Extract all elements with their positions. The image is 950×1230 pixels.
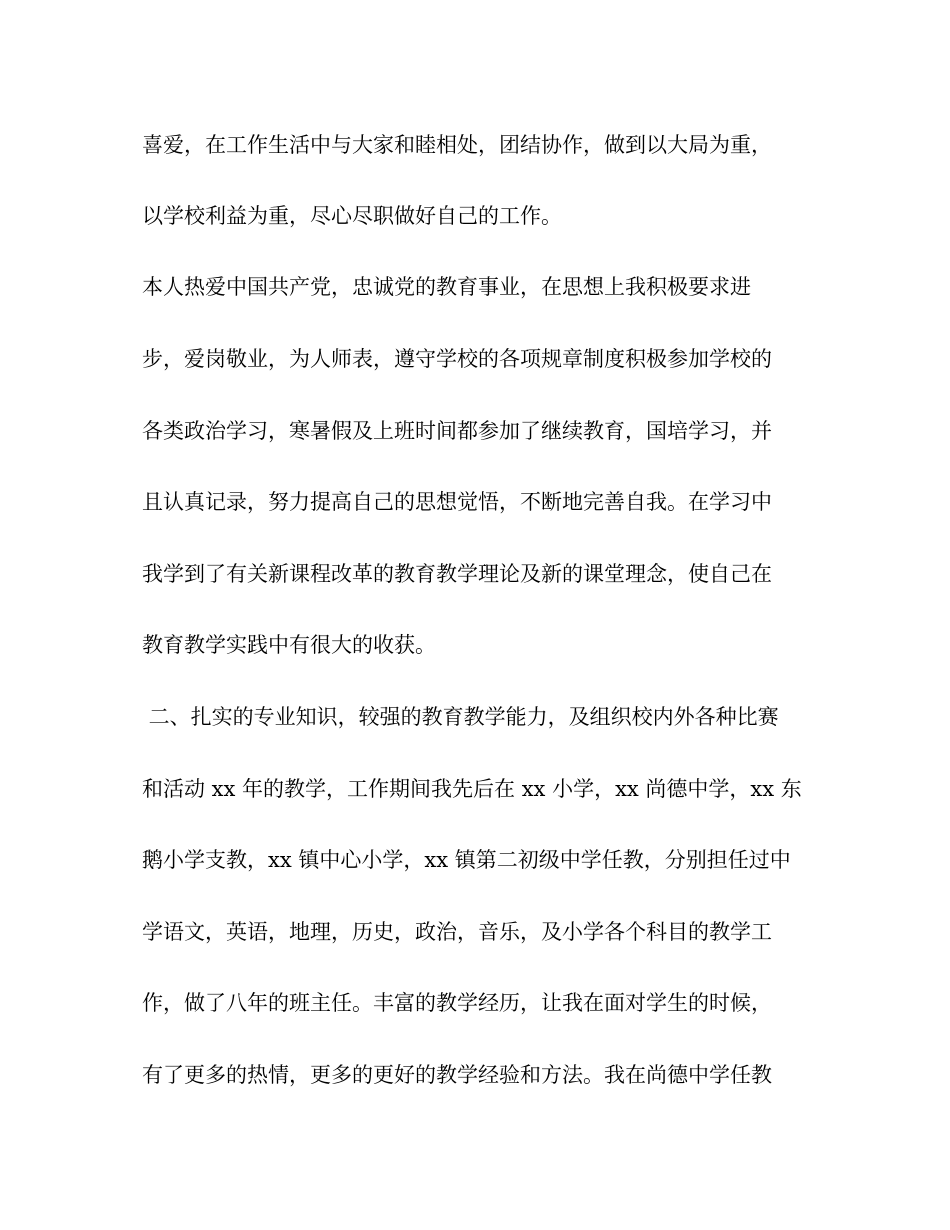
section-heading-line: 二、扎实的专业知识，较强的教育教学能力，及组织校内外各种比赛 xyxy=(142,705,779,729)
text-line: 以学校利益为重，尽心尽职做好自己的工作。 xyxy=(142,204,562,228)
text-line: 学语文，英语，地理，历史，政治，音乐，及小学各个科目的教学工 xyxy=(142,920,772,944)
text-line: 和活动 xx 年的教学，工作期间我先后在 xx 小学，xx 尚德中学，xx 东 xyxy=(142,777,802,801)
text-line: 有了更多的热情，更多的更好的教学经验和方法。我在尚德中学任教 xyxy=(142,1063,772,1087)
text-line: 步，爱岗敬业，为人师表，遵守学校的各项规章制度积极参加学校的 xyxy=(142,347,772,371)
text-line: 且认真记录，努力提高自己的思想觉悟，不断地完善自我。在学习中 xyxy=(142,490,772,514)
text-line: 作，做了八年的班主任。丰富的教学经历，让我在面对学生的时候， xyxy=(142,991,772,1015)
text-line: 我学到了有关新课程改革的教育教学理论及新的课堂理念，使自己在 xyxy=(142,562,772,586)
text-line: 教育教学实践中有很大的收获。 xyxy=(142,633,436,657)
text-line: 本人热爱中国共产党，忠诚党的教育事业，在思想上我积极要求进 xyxy=(142,275,751,299)
text-line: 各类政治学习，寒暑假及上班时间都参加了继续教育，国培学习，并 xyxy=(142,419,772,443)
text-line: 鹅小学支教，xx 镇中心小学，xx 镇第二初级中学任教，分别担任过中 xyxy=(142,848,791,872)
text-line: 喜爱，在工作生活中与大家和睦相处，团结协作，做到以大局为重， xyxy=(142,133,772,157)
